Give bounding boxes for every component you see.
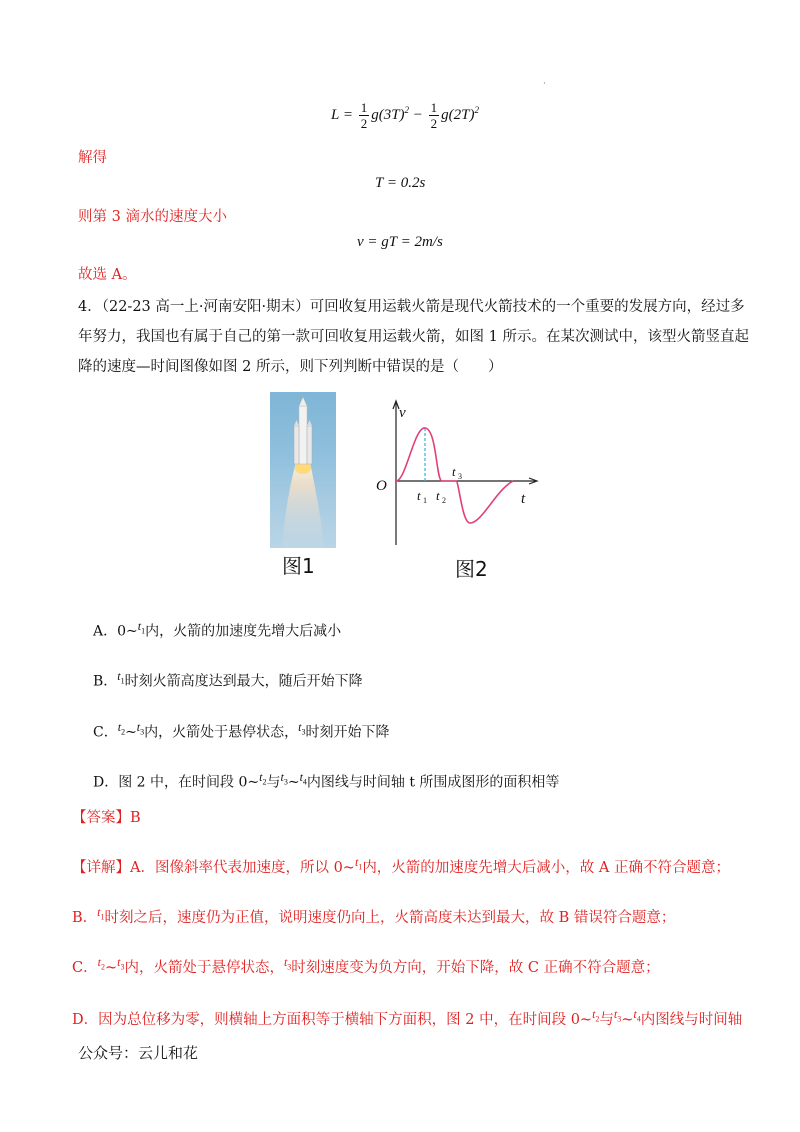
answer: 【答案】B — [72, 810, 141, 826]
figure-2-caption: 图2 — [455, 557, 488, 581]
question-line-2: 年努力，我国也有属于自己的第一款可回收复用运载火箭，如图 1 所示。在某次测试中，该型火箭竖直起 — [78, 329, 749, 345]
choose-a-label: 故选 A。 — [78, 267, 137, 283]
tick-sub-t2: 2 — [442, 496, 446, 505]
equation-length: L = $\frac{1}{2}$ $g(3T)^2$ − $\frac{1}{2}$ $g(2T)^2$ — [331, 100, 480, 131]
detail-line-a: 【详解】A．图像斜率代表加速度，所以 0~$^{t_1}$内，火箭的加速度先增大后减小，故 A 正确不符合题意； — [72, 855, 730, 876]
axis-label-t: t — [521, 491, 526, 507]
axis-label-v: v — [399, 405, 406, 421]
footer-credit: 公众号：云儿和花 — [78, 1044, 199, 1062]
velocity-time-graph — [370, 395, 545, 550]
rocket-photo — [270, 392, 336, 548]
equation-period: T = 0.2s — [375, 175, 426, 191]
speed-label: 则第 3 滴水的速度大小 — [78, 209, 227, 225]
question-number: 4． — [78, 299, 102, 315]
question-line-1: 4．（22-23 高一上·河南安阳·期末）可回收复用运载火箭是现代火箭技术的一个重要的发展方向，经过多 — [78, 299, 745, 315]
solve-label: 解得 — [78, 150, 107, 166]
tick-label-t2: t — [436, 488, 440, 503]
detail-line-b: B．$^{t_1}$时刻之后，速度仍为正值，说明速度仍向上，火箭高度未达到最大，故 B 错误符合题意； — [72, 905, 676, 926]
tick-label-t1: t — [417, 488, 421, 503]
tick-sub-t3: 3 — [458, 472, 462, 481]
detail-line-c: C．$^{t_2}$~$^{t_3}$内，火箭处于悬停状态，$^{t_3}$时刻速度变为负方向，开始下降，故 C 正确不符合题意； — [72, 955, 660, 976]
question-line-3: 降的速度—时间图像如图 2 所示，则下列判断中错误的是（ ） — [78, 359, 503, 375]
tick-label-t3: t — [452, 464, 456, 479]
corner-mark: · — [543, 79, 546, 89]
tick-sub-t1: 1 — [423, 496, 427, 505]
figure-1-caption: 图1 — [282, 554, 315, 578]
option-b[interactable]: B．$^{t_1}$时刻火箭高度达到最大，随后开始下降 — [93, 669, 363, 690]
option-d[interactable]: D．图 2 中，在时间段 0~$^{t_2}$与$^{t_3}$~$^{t_4}$内图线与时间轴 t 所围成图形的面积相等 — [93, 770, 560, 791]
equation-speed: v = gT = 2m/s — [357, 234, 443, 250]
option-a[interactable]: A．0~$^{t_1}$内，火箭的加速度先增大后减小 — [93, 619, 342, 640]
origin-label: O — [376, 478, 387, 494]
option-c[interactable]: C．$^{t_2}$~$^{t_3}$内，火箭处于悬停状态，$^{t_3}$时刻开始下降 — [93, 720, 390, 741]
detail-line-d: D．因为总位移为零，则横轴上方面积等于横轴下方面积，图 2 中，在时间段 0~$^{t_2}$与$^{t_3}$~$^{t_4}$内图线与时间轴 — [72, 1007, 743, 1028]
rocket-illustration — [270, 392, 336, 548]
